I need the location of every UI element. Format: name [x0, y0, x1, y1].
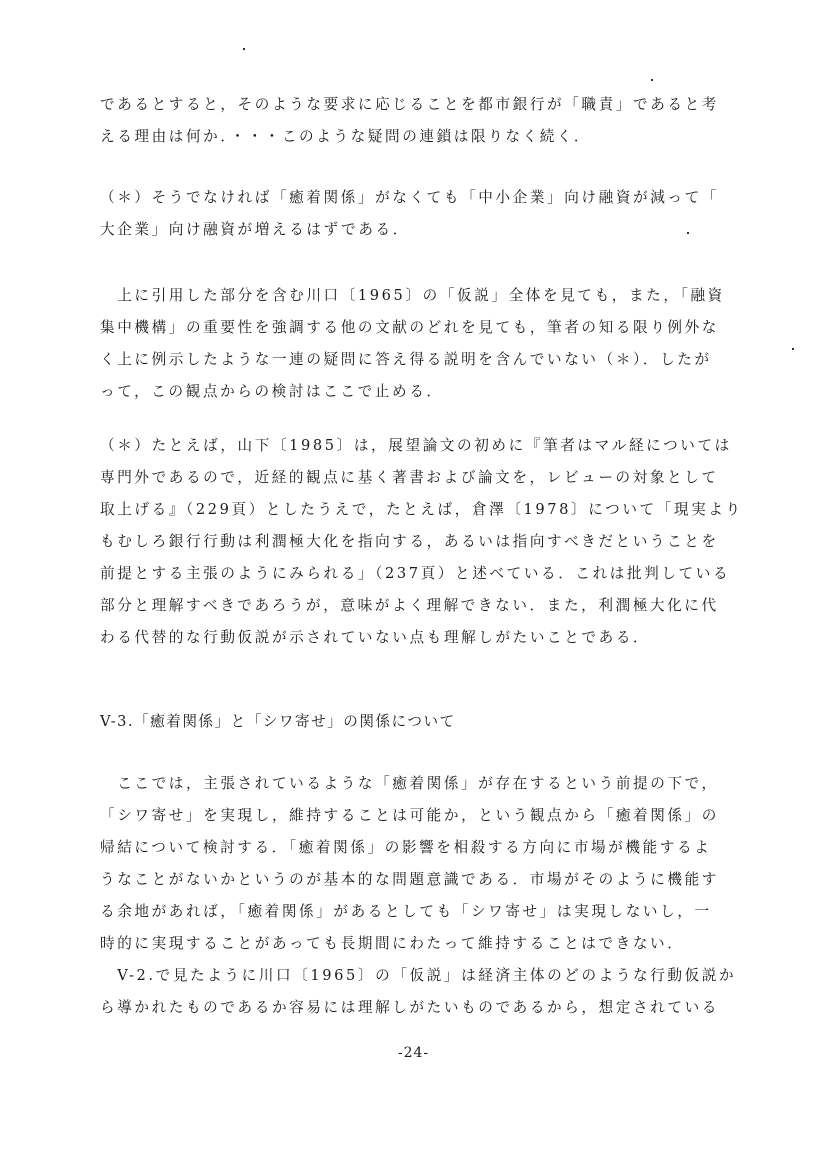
- text-line: く上に例示したような一連の疑問に答え得る説明を含んでいない（＊）．したが: [100, 351, 712, 368]
- paragraph-2: [100, 280, 785, 408]
- text-line: 前提とする主張のようにみられる」（237頁）と述べている．これは批判している: [100, 565, 731, 582]
- text-line: わる代替的な行動仮説が示されていない点も理解しがたいことである．: [100, 629, 651, 646]
- text-line: ここでは，主張されているような「癒着関係」が存在するという前提の下で，: [100, 775, 719, 792]
- paragraph-3: [100, 768, 785, 1024]
- text-line: える理由は何か．・・・このような疑問の連鎖は限りなく続く．: [100, 128, 592, 145]
- text-line: 専門外であるので，近経的観点に基く著書および論文を，レビューの対象として: [100, 469, 719, 486]
- text-line: って，この観点からの検討はここで止める．: [100, 383, 444, 400]
- text-line: 「シワ寄せ」を実現し，維持することは可能か，という観点から「癒着関係」の: [100, 807, 719, 824]
- page-number: -24-: [397, 1045, 430, 1061]
- text-line: （＊）そうでなければ「癒着関係」がなくても「中小企業」向け融資が減って「: [100, 189, 719, 206]
- text-line: 上に引用した部分を含む川口〔1965〕の「仮説」全体を見ても，また，「融資: [100, 287, 725, 304]
- text-line: る余地があれば，「癒着関係」があるとしても「シワ寄せ」は実現しないし，一: [100, 903, 712, 920]
- text-line: もむしろ銀行行動は利潤極大化を指向する，あるいは指向すべきだということを: [100, 533, 719, 550]
- footnote-1: [100, 182, 785, 246]
- text-line: V-2.で見たように川口〔1965〕の「仮説」は経済主体のどのような行動仮説か: [100, 967, 737, 984]
- text-line: 時的に実現することがあっても長期間にわたって維持することはできない．: [100, 935, 685, 952]
- text-line: 部分と理解すべきであろうが，意味がよく理解できない．また，利潤極大化に代: [100, 597, 719, 614]
- scan-speck: [792, 348, 794, 350]
- text-line: 集中機構」の重要性を強調する他の文献のどれを見ても，筆者の知る限り例外な: [100, 319, 719, 336]
- text-line: 大企業」向け融資が増えるはずである．: [100, 221, 410, 238]
- text-line: ら導かれたものであるか容易には理解しがたいものであるから，想定されている: [100, 999, 719, 1016]
- footnote-2: [100, 430, 785, 654]
- text-line: （＊）たとえば，山下〔1985〕は，展望論文の初めに『筆者はマル経については: [100, 437, 732, 454]
- text-line: 帰結について検討する．「癒着関係」の影響を相殺する方向に市場が機能するよ: [100, 839, 712, 856]
- text-line: うなことがないかというのが基本的な問題意識である．市場がそのように機能す: [100, 871, 719, 888]
- section-heading: V-3.「癒着関係」と「シワ寄せ」の関係について: [100, 713, 456, 730]
- scan-speck: [651, 79, 653, 81]
- text-line: 取上げる』（229頁）としたうえで，たとえば，倉澤〔1978〕について「現実より: [100, 501, 743, 518]
- paragraph-1: [100, 89, 785, 153]
- scan-speck: [243, 48, 245, 50]
- text-line: であるとすると，そのような要求に応じることを都市銀行が「職責」であると考: [100, 96, 719, 113]
